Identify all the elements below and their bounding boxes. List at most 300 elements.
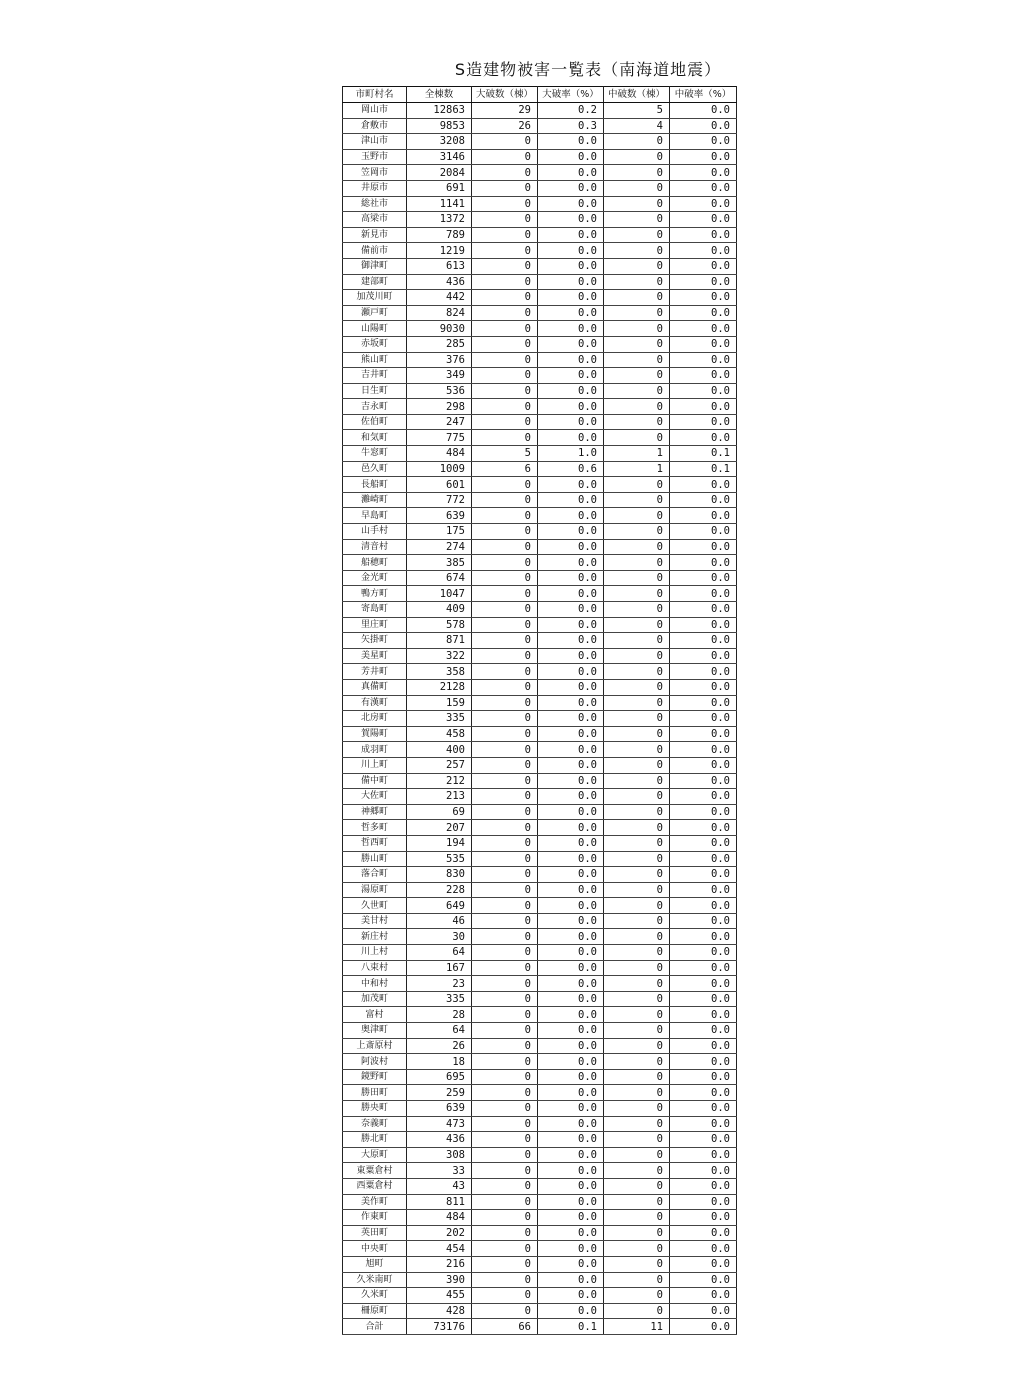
total-buildings: 436 <box>407 274 472 290</box>
total-buildings: 259 <box>407 1085 472 1101</box>
major-damage-count: 0 <box>472 321 538 337</box>
major-damage-count: 0 <box>472 196 538 212</box>
major-damage-rate: 0.0 <box>538 321 604 337</box>
total-buildings: 64 <box>407 1023 472 1039</box>
table-row <box>343 991 737 1007</box>
major-damage-rate: 0.2 <box>538 103 604 119</box>
moderate-damage-count: 0 <box>604 321 670 337</box>
major-damage-rate: 0.0 <box>538 1147 604 1163</box>
table-row <box>343 1303 737 1319</box>
total-buildings: 3146 <box>407 149 472 165</box>
moderate-damage-rate: 0.0 <box>670 1085 737 1101</box>
municipality-name: 久世町 <box>343 898 407 914</box>
municipality-name: 玉野市 <box>343 149 407 165</box>
municipality-name: 牛窓町 <box>343 446 407 462</box>
municipality-name: 総社市 <box>343 196 407 212</box>
municipality-name: 高梁市 <box>343 212 407 228</box>
moderate-damage-count: 0 <box>604 913 670 929</box>
table-row <box>343 165 737 181</box>
total-buildings: 322 <box>407 648 472 664</box>
table-row <box>343 134 737 150</box>
total-buildings: 12863 <box>407 103 472 119</box>
table-row <box>343 414 737 430</box>
major-damage-rate: 0.0 <box>538 851 604 867</box>
moderate-damage-rate: 0.0 <box>670 196 737 212</box>
municipality-name: 久米町 <box>343 1288 407 1304</box>
municipality-name: 勝央町 <box>343 1101 407 1117</box>
total-buildings: 28 <box>407 1007 472 1023</box>
major-damage-count: 0 <box>472 243 538 259</box>
major-damage-count: 0 <box>472 648 538 664</box>
major-damage-count: 0 <box>472 539 538 555</box>
municipality-name: 上斎原村 <box>343 1038 407 1054</box>
moderate-damage-rate: 0.0 <box>670 524 737 540</box>
total-buildings: 1141 <box>407 196 472 212</box>
moderate-damage-rate: 0.0 <box>670 492 737 508</box>
major-damage-count: 0 <box>472 1256 538 1272</box>
municipality-name: 山陽町 <box>343 321 407 337</box>
municipality-name: 川上村 <box>343 945 407 961</box>
moderate-damage-count: 0 <box>604 1085 670 1101</box>
moderate-damage-count: 0 <box>604 664 670 680</box>
table-row <box>343 617 737 633</box>
moderate-damage-rate: 0.1 <box>670 446 737 462</box>
moderate-damage-rate: 0.0 <box>670 586 737 602</box>
major-damage-count: 0 <box>472 711 538 727</box>
table-row <box>343 352 737 368</box>
total-buildings: 824 <box>407 305 472 321</box>
moderate-damage-count: 0 <box>604 976 670 992</box>
table-row <box>343 1132 737 1148</box>
damage-summary-table <box>342 86 737 1335</box>
major-damage-count: 0 <box>472 1210 538 1226</box>
table-row <box>343 1225 737 1241</box>
major-damage-rate: 0.0 <box>538 1069 604 1085</box>
municipality-name: 吉永町 <box>343 399 407 415</box>
major-damage-count: 0 <box>472 1241 538 1257</box>
major-damage-count: 0 <box>472 1163 538 1179</box>
major-damage-count: 0 <box>472 820 538 836</box>
moderate-damage-count: 0 <box>604 882 670 898</box>
major-damage-rate: 0.0 <box>538 368 604 384</box>
moderate-damage-count: 0 <box>604 524 670 540</box>
major-damage-count: 0 <box>472 524 538 540</box>
table-row <box>343 882 737 898</box>
major-damage-rate: 0.0 <box>538 945 604 961</box>
total-buildings: 428 <box>407 1303 472 1319</box>
major-damage-count: 0 <box>472 1085 538 1101</box>
total-buildings: 64 <box>407 945 472 961</box>
total-buildings: 691 <box>407 180 472 196</box>
major-damage-rate: 0.0 <box>538 227 604 243</box>
moderate-damage-rate: 0.0 <box>670 773 737 789</box>
major-damage-rate: 0.0 <box>538 757 604 773</box>
total-buildings: 18 <box>407 1054 472 1070</box>
moderate-damage-count: 1 <box>604 446 670 462</box>
total-buildings: 455 <box>407 1288 472 1304</box>
major-damage-count: 5 <box>472 446 538 462</box>
table-row <box>343 742 737 758</box>
municipality-name: 成羽町 <box>343 742 407 758</box>
major-damage-rate: 0.0 <box>538 570 604 586</box>
moderate-damage-count: 1 <box>604 461 670 477</box>
table-row <box>343 1178 737 1194</box>
table-row <box>343 1023 737 1039</box>
major-damage-count: 0 <box>472 1038 538 1054</box>
municipality-name: 有漢町 <box>343 695 407 711</box>
municipality-name: 哲多町 <box>343 820 407 836</box>
major-damage-rate: 0.0 <box>538 1007 604 1023</box>
table-row <box>343 258 737 274</box>
moderate-damage-rate: 0.0 <box>670 1210 737 1226</box>
municipality-name: 赤坂町 <box>343 336 407 352</box>
moderate-damage-rate: 0.0 <box>670 804 737 820</box>
table-row <box>343 820 737 836</box>
major-damage-rate: 0.0 <box>538 290 604 306</box>
major-damage-count: 0 <box>472 851 538 867</box>
major-damage-count: 0 <box>472 1303 538 1319</box>
total-major-damage: 66 <box>472 1319 538 1335</box>
municipality-name: 阿波村 <box>343 1054 407 1070</box>
municipality-name: 勝田町 <box>343 1085 407 1101</box>
total-buildings: 33 <box>407 1163 472 1179</box>
table-row <box>343 555 737 571</box>
table-row <box>343 664 737 680</box>
municipality-name: 船穂町 <box>343 555 407 571</box>
major-damage-count: 0 <box>472 508 538 524</box>
moderate-damage-count: 0 <box>604 742 670 758</box>
major-damage-rate: 0.0 <box>538 898 604 914</box>
moderate-damage-rate: 0.0 <box>670 165 737 181</box>
total-buildings: 454 <box>407 1241 472 1257</box>
moderate-damage-count: 0 <box>604 773 670 789</box>
major-damage-rate: 0.0 <box>538 1272 604 1288</box>
major-damage-count: 0 <box>472 258 538 274</box>
major-damage-rate: 0.0 <box>538 1288 604 1304</box>
total-buildings: 298 <box>407 399 472 415</box>
table-row <box>343 586 737 602</box>
total-buildings: 43 <box>407 1178 472 1194</box>
moderate-damage-count: 0 <box>604 851 670 867</box>
major-damage-rate: 0.0 <box>538 648 604 664</box>
major-damage-rate: 0.0 <box>538 1038 604 1054</box>
major-damage-count: 0 <box>472 227 538 243</box>
major-damage-rate: 0.0 <box>538 555 604 571</box>
table-row <box>343 726 737 742</box>
moderate-damage-count: 0 <box>604 586 670 602</box>
moderate-damage-rate: 0.0 <box>670 180 737 196</box>
major-damage-count: 0 <box>472 960 538 976</box>
municipality-name: 瀬戸町 <box>343 305 407 321</box>
moderate-damage-count: 0 <box>604 243 670 259</box>
moderate-damage-rate: 0.0 <box>670 976 737 992</box>
major-damage-count: 0 <box>472 742 538 758</box>
table-row <box>343 212 737 228</box>
major-damage-count: 0 <box>472 773 538 789</box>
municipality-name: 新庄村 <box>343 929 407 945</box>
table-row <box>343 1163 737 1179</box>
column-header: 中破数（棟） <box>604 87 670 103</box>
moderate-damage-rate: 0.0 <box>670 1132 737 1148</box>
municipality-name: 笠岡市 <box>343 165 407 181</box>
moderate-damage-count: 0 <box>604 726 670 742</box>
moderate-damage-rate: 0.0 <box>670 477 737 493</box>
municipality-name: 勝北町 <box>343 1132 407 1148</box>
major-damage-rate: 0.0 <box>538 383 604 399</box>
moderate-damage-count: 0 <box>604 430 670 446</box>
major-damage-count: 0 <box>472 695 538 711</box>
major-damage-rate: 0.0 <box>538 617 604 633</box>
major-damage-rate: 0.0 <box>538 726 604 742</box>
moderate-damage-rate: 0.0 <box>670 1007 737 1023</box>
major-damage-rate: 0.0 <box>538 664 604 680</box>
moderate-damage-count: 0 <box>604 1116 670 1132</box>
total-buildings: 639 <box>407 1101 472 1117</box>
moderate-damage-count: 0 <box>604 960 670 976</box>
moderate-damage-rate: 0.0 <box>670 336 737 352</box>
total-buildings: 613 <box>407 258 472 274</box>
table-row <box>343 945 737 961</box>
municipality-name: 建部町 <box>343 274 407 290</box>
moderate-damage-count: 0 <box>604 212 670 228</box>
total-buildings: 207 <box>407 820 472 836</box>
major-damage-rate: 0.0 <box>538 913 604 929</box>
table-row <box>343 789 737 805</box>
major-damage-count: 0 <box>472 586 538 602</box>
major-damage-count: 0 <box>472 991 538 1007</box>
moderate-damage-rate: 0.0 <box>670 352 737 368</box>
major-damage-rate: 0.0 <box>538 586 604 602</box>
major-damage-rate: 0.0 <box>538 960 604 976</box>
major-damage-count: 0 <box>472 399 538 415</box>
moderate-damage-rate: 0.0 <box>670 898 737 914</box>
total-buildings: 175 <box>407 524 472 540</box>
total-label: 合計 <box>343 1319 407 1335</box>
total-buildings: 772 <box>407 492 472 508</box>
total-buildings: 257 <box>407 757 472 773</box>
municipality-name: 落合町 <box>343 867 407 883</box>
major-damage-count: 0 <box>472 134 538 150</box>
moderate-damage-count: 0 <box>604 477 670 493</box>
major-damage-rate: 0.0 <box>538 711 604 727</box>
municipality-name: 賀陽町 <box>343 726 407 742</box>
major-damage-rate: 0.0 <box>538 1132 604 1148</box>
total-buildings: 9853 <box>407 118 472 134</box>
major-damage-count: 0 <box>472 789 538 805</box>
major-damage-rate: 0.0 <box>538 1163 604 1179</box>
table-row <box>343 1256 737 1272</box>
table-row <box>343 679 737 695</box>
moderate-damage-count: 0 <box>604 1147 670 1163</box>
table-row <box>343 851 737 867</box>
municipality-name: 美作町 <box>343 1194 407 1210</box>
moderate-damage-count: 0 <box>604 804 670 820</box>
table-row <box>343 570 737 586</box>
municipality-name: 佐伯町 <box>343 414 407 430</box>
table-row <box>343 898 737 914</box>
major-damage-count: 0 <box>472 1194 538 1210</box>
table-row <box>343 508 737 524</box>
municipality-name: 邑久町 <box>343 461 407 477</box>
municipality-name: 熊山町 <box>343 352 407 368</box>
moderate-damage-count: 5 <box>604 103 670 119</box>
municipality-name: 中和村 <box>343 976 407 992</box>
major-damage-count: 0 <box>472 555 538 571</box>
major-damage-count: 0 <box>472 1132 538 1148</box>
major-damage-count: 0 <box>472 929 538 945</box>
major-damage-count: 0 <box>472 679 538 695</box>
major-damage-rate: 0.0 <box>538 1194 604 1210</box>
moderate-damage-count: 0 <box>604 617 670 633</box>
moderate-damage-rate: 0.0 <box>670 1116 737 1132</box>
municipality-name: 御津町 <box>343 258 407 274</box>
total-buildings: 216 <box>407 1256 472 1272</box>
major-damage-count: 29 <box>472 103 538 119</box>
total-buildings: 376 <box>407 352 472 368</box>
moderate-damage-rate: 0.0 <box>670 149 737 165</box>
moderate-damage-rate: 0.1 <box>670 461 737 477</box>
table-row <box>343 196 737 212</box>
moderate-damage-count: 0 <box>604 1007 670 1023</box>
table-row <box>343 913 737 929</box>
moderate-damage-count: 0 <box>604 991 670 1007</box>
municipality-name: 旭町 <box>343 1256 407 1272</box>
moderate-damage-count: 0 <box>604 1210 670 1226</box>
moderate-damage-rate: 0.0 <box>670 383 737 399</box>
table-row <box>343 305 737 321</box>
major-damage-rate: 0.0 <box>538 165 604 181</box>
moderate-damage-count: 0 <box>604 305 670 321</box>
major-damage-rate: 0.0 <box>538 399 604 415</box>
moderate-damage-rate: 0.0 <box>670 1163 737 1179</box>
moderate-damage-count: 0 <box>604 835 670 851</box>
total-buildings: 23 <box>407 976 472 992</box>
table-row <box>343 976 737 992</box>
municipality-name: 大原町 <box>343 1147 407 1163</box>
major-damage-count: 0 <box>472 976 538 992</box>
table-row <box>343 149 737 165</box>
total-buildings: 775 <box>407 430 472 446</box>
moderate-damage-rate: 0.0 <box>670 1054 737 1070</box>
major-damage-rate: 0.0 <box>538 835 604 851</box>
table-row <box>343 446 737 462</box>
major-damage-rate: 0.0 <box>538 929 604 945</box>
municipality-name: 新見市 <box>343 227 407 243</box>
major-damage-count: 0 <box>472 1178 538 1194</box>
total-buildings: 2128 <box>407 679 472 695</box>
major-damage-rate: 0.0 <box>538 274 604 290</box>
major-damage-count: 0 <box>472 180 538 196</box>
total-buildings: 409 <box>407 602 472 618</box>
major-damage-rate: 0.0 <box>538 196 604 212</box>
major-damage-rate: 0.0 <box>538 1241 604 1257</box>
major-damage-count: 0 <box>472 165 538 181</box>
major-damage-rate: 0.0 <box>538 336 604 352</box>
table-row <box>343 461 737 477</box>
major-damage-count: 0 <box>472 804 538 820</box>
moderate-damage-count: 0 <box>604 414 670 430</box>
major-damage-count: 0 <box>472 383 538 399</box>
major-damage-count: 0 <box>472 1023 538 1039</box>
municipality-name: 倉敷市 <box>343 118 407 134</box>
moderate-damage-rate: 0.0 <box>670 835 737 851</box>
total-buildings: 212 <box>407 773 472 789</box>
table-row <box>343 1116 737 1132</box>
municipality-name: 津山市 <box>343 134 407 150</box>
moderate-damage-rate: 0.0 <box>670 1241 737 1257</box>
moderate-damage-rate: 0.0 <box>670 648 737 664</box>
moderate-damage-rate: 0.0 <box>670 757 737 773</box>
moderate-damage-count: 0 <box>604 274 670 290</box>
table-row <box>343 867 737 883</box>
table-row <box>343 321 737 337</box>
total-moderate-damage: 11 <box>604 1319 670 1335</box>
moderate-damage-rate: 0.0 <box>670 274 737 290</box>
municipality-name: 井原市 <box>343 180 407 196</box>
moderate-damage-rate: 0.0 <box>670 555 737 571</box>
municipality-name: 里庄町 <box>343 617 407 633</box>
moderate-damage-rate: 0.0 <box>670 1069 737 1085</box>
major-damage-rate: 0.0 <box>538 820 604 836</box>
moderate-damage-count: 0 <box>604 165 670 181</box>
moderate-damage-count: 0 <box>604 633 670 649</box>
major-damage-rate: 0.0 <box>538 1023 604 1039</box>
municipality-name: 川上町 <box>343 757 407 773</box>
municipality-name: 東粟倉村 <box>343 1163 407 1179</box>
municipality-name: 鏡野町 <box>343 1069 407 1085</box>
total-buildings: 811 <box>407 1194 472 1210</box>
total-buildings: 73176 <box>407 1319 472 1335</box>
municipality-name: 富村 <box>343 1007 407 1023</box>
table-row <box>343 539 737 555</box>
municipality-name: 奥津町 <box>343 1023 407 1039</box>
total-buildings: 247 <box>407 414 472 430</box>
moderate-damage-rate: 0.0 <box>670 1288 737 1304</box>
table-row <box>343 1147 737 1163</box>
municipality-name: 早島町 <box>343 508 407 524</box>
moderate-damage-rate: 0.0 <box>670 851 737 867</box>
moderate-damage-rate: 0.0 <box>670 991 737 1007</box>
major-damage-rate: 0.0 <box>538 882 604 898</box>
column-header: 大破数（棟） <box>472 87 538 103</box>
major-damage-count: 0 <box>472 1147 538 1163</box>
municipality-name: 岡山市 <box>343 103 407 119</box>
major-damage-rate: 0.0 <box>538 212 604 228</box>
moderate-damage-rate: 0.0 <box>670 1225 737 1241</box>
total-buildings: 385 <box>407 555 472 571</box>
total-buildings: 69 <box>407 804 472 820</box>
moderate-damage-rate: 0.0 <box>670 212 737 228</box>
table-row <box>343 399 737 415</box>
moderate-damage-rate: 0.0 <box>670 679 737 695</box>
moderate-damage-rate: 0.0 <box>670 1303 737 1319</box>
moderate-damage-count: 0 <box>604 196 670 212</box>
moderate-damage-rate: 0.0 <box>670 103 737 119</box>
major-damage-count: 0 <box>472 352 538 368</box>
moderate-damage-count: 0 <box>604 399 670 415</box>
major-damage-rate: 0.0 <box>538 243 604 259</box>
total-buildings: 390 <box>407 1272 472 1288</box>
moderate-damage-count: 0 <box>604 1101 670 1117</box>
total-buildings: 167 <box>407 960 472 976</box>
municipality-name: 灘崎町 <box>343 492 407 508</box>
total-buildings: 46 <box>407 913 472 929</box>
moderate-damage-rate: 0.0 <box>670 695 737 711</box>
table-row <box>343 1085 737 1101</box>
major-damage-rate: 0.0 <box>538 1178 604 1194</box>
moderate-damage-count: 0 <box>604 1023 670 1039</box>
major-damage-rate: 0.0 <box>538 1101 604 1117</box>
